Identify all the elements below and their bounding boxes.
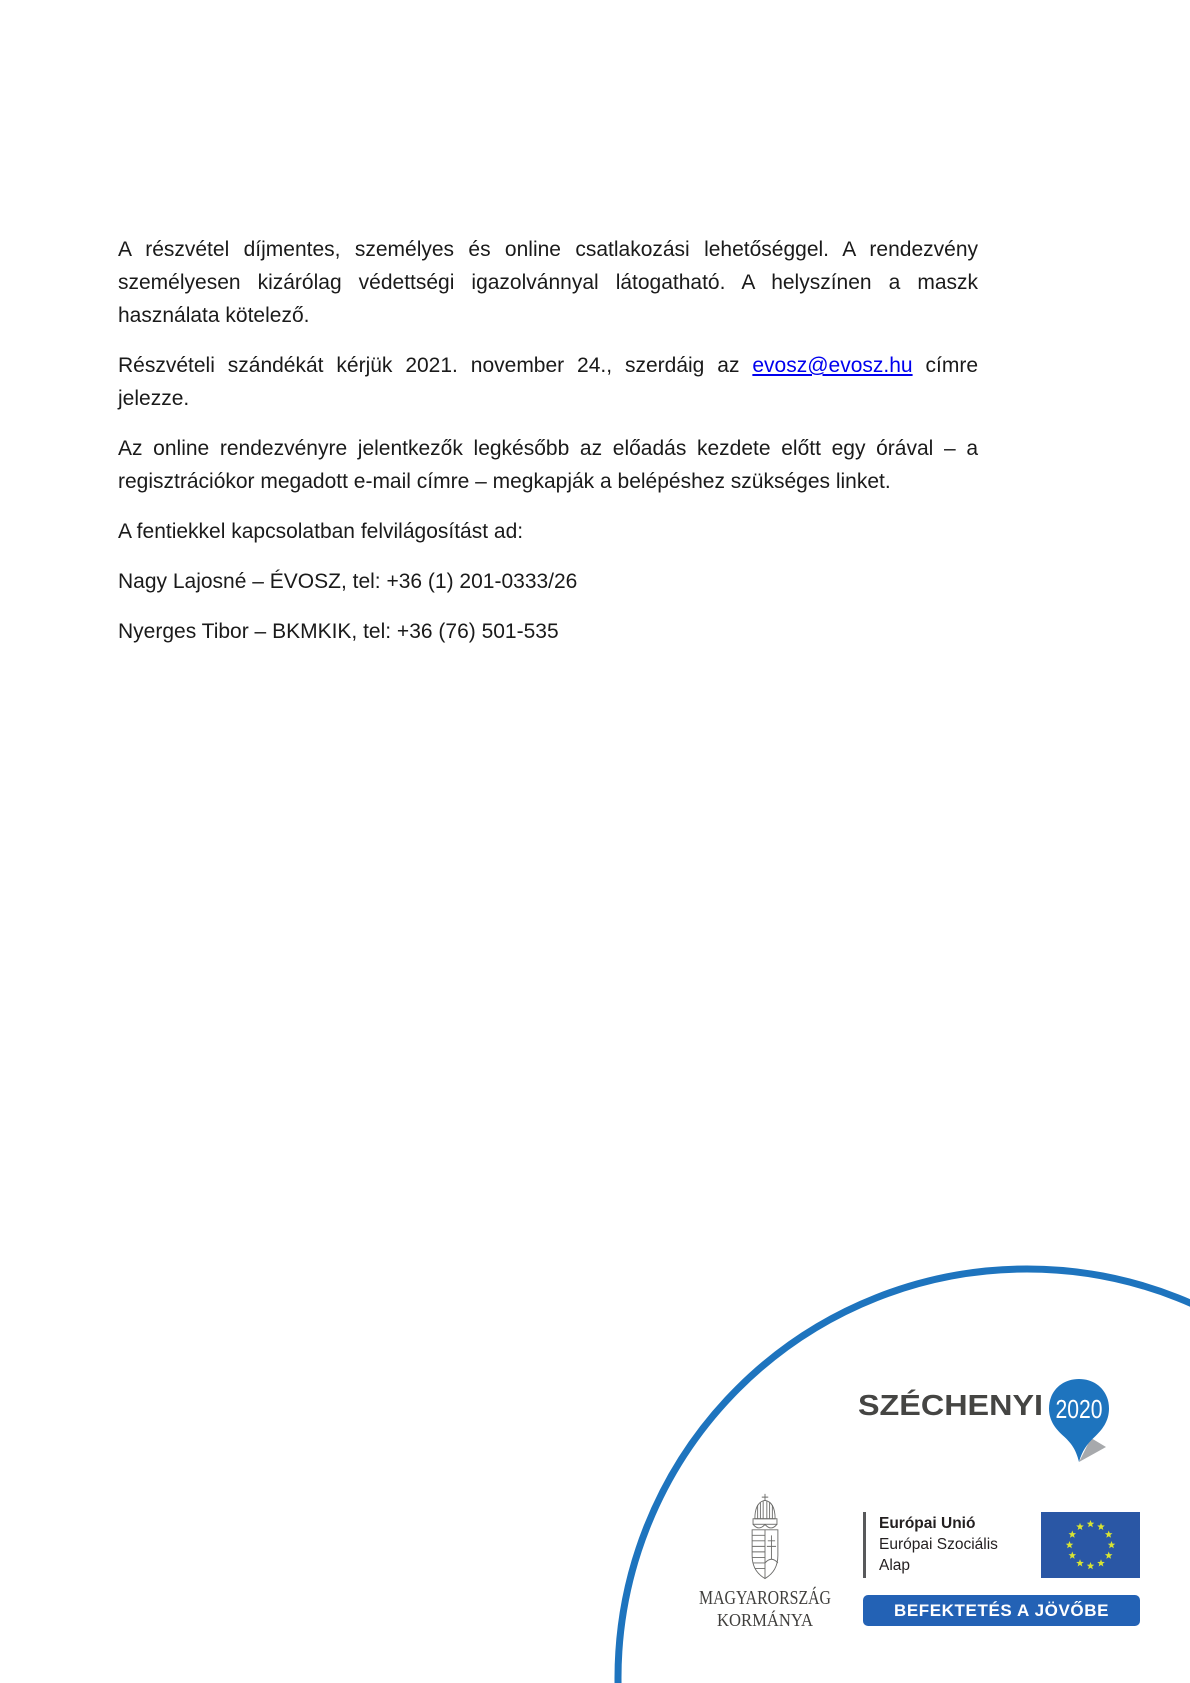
- letter-body: [118, 233, 978, 665]
- paragraph-registration: [118, 349, 978, 415]
- paragraph-participation: A részvétel díjmentes, személyes és online csatlakozási lehetőséggel. A rendezvény személyesen kizárólag védettségi igazolvánnyal látogatható. A helyszínen a maszk használata kötelező.: [118, 238, 978, 327]
- szechenyi-2020-logo: [858, 1384, 1128, 1474]
- eu-flag: [1041, 1512, 1140, 1578]
- eu-row: [863, 1512, 1140, 1578]
- eu-title: Európai Unió: [879, 1515, 976, 1532]
- paragraph-online-access: Az online rendezvényre jelentkezők legkésőbb az előadás kezdete előtt egy órával – a regisztrációkor megadott e-mail címre – megkapják a belépéshez szükséges linket.: [118, 437, 978, 493]
- registration-text-after: címre jelezze.: [118, 354, 978, 410]
- eu-subtitle-1: Európai Szociális: [879, 1536, 998, 1553]
- government-wordmark: [655, 1586, 875, 1632]
- invest-banner: BEFEKTETÉS A JÖVŐBE: [863, 1595, 1140, 1626]
- separator-line: [863, 1512, 866, 1578]
- eu-funding-block: [863, 1512, 1140, 1626]
- eu-subtitle-2: Alap: [879, 1557, 911, 1574]
- location-pin-icon: [1048, 1378, 1110, 1464]
- government-line1: MAGYARORSZÁG: [699, 1587, 866, 1609]
- hungary-coat-of-arms-icon: [742, 1492, 788, 1586]
- pin-year-text: 2020: [1055, 1394, 1103, 1424]
- szechenyi-wordmark-text: SZÉCHENYI: [858, 1390, 1024, 1422]
- szechenyi-wordmark: [858, 1384, 1048, 1424]
- government-line2: KORMÁNYA: [717, 1610, 822, 1630]
- eu-text-block: [879, 1512, 1041, 1578]
- hungarian-government-logo: [655, 1492, 875, 1637]
- contact-line-nyerges: Nyerges Tibor – BKMKIK, tel: +36 (76) 501-535: [118, 620, 559, 643]
- email-link[interactable]: evosz@evosz.hu: [752, 354, 913, 377]
- paragraph-contact-intro: A fentiekkel kapcsolatban felvilágosítást ad:: [118, 520, 524, 543]
- contact-line-nagy: Nagy Lajosné – ÉVOSZ, tel: +36 (1) 201-0333/26: [118, 570, 578, 593]
- registration-text-before: Részvételi szándékát kérjük 2021. november 24., szerdáig az: [118, 354, 753, 377]
